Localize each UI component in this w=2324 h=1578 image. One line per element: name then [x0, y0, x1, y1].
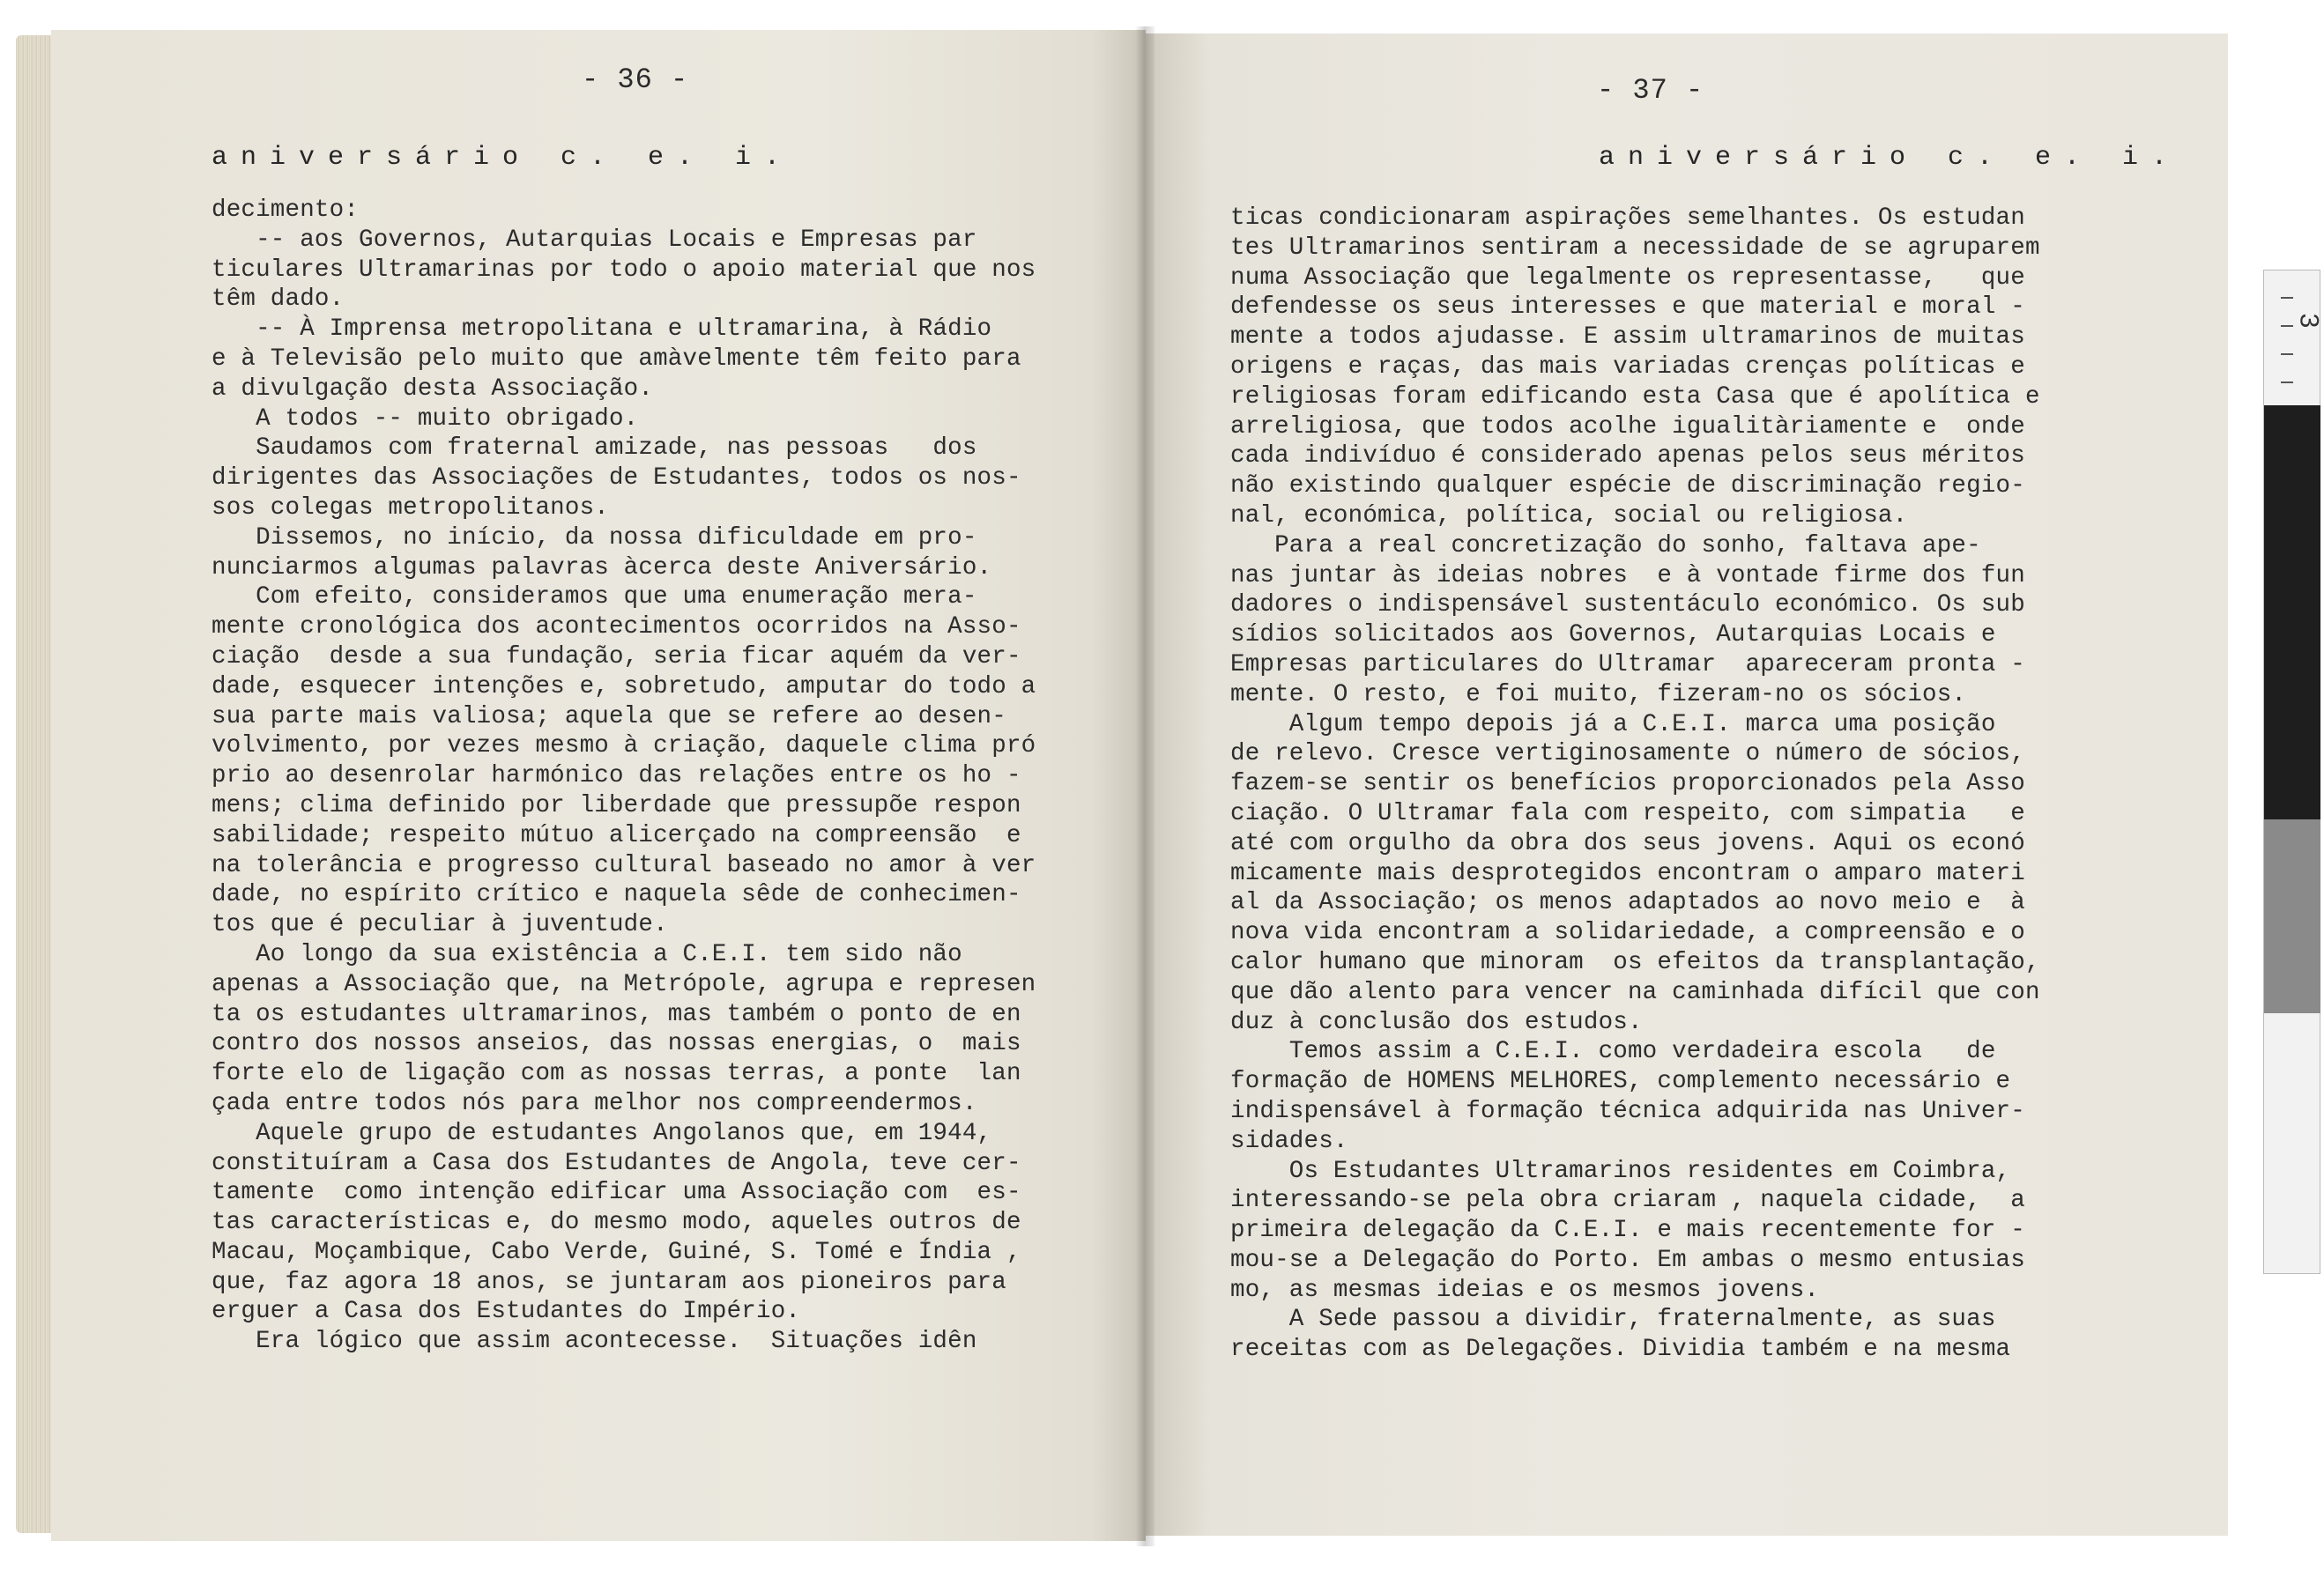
text-line: volvimento, por vezes mesmo à criação, daquele clima pró: [212, 732, 1036, 760]
text-line: tes Ultramarinos sentiram a necessidade de se agruparem: [1230, 233, 2040, 262]
ruler-label: 3: [2294, 313, 2324, 329]
text-line: ticas condicionaram aspirações semelhantes. Os estudan: [1230, 204, 2025, 232]
text-line: decimento:: [212, 196, 360, 224]
text-line: contro dos nossos anseios, das nossas energias, o mais: [212, 1030, 1021, 1058]
text-line: -- aos Governos, Autarquias Locais e Empresas par: [212, 226, 977, 254]
text-line: primeira delegação da C.E.I. e mais recentemente for -: [1230, 1217, 2025, 1245]
text-line: Era lógico que assim acontecesse. Situações idên: [212, 1328, 977, 1356]
text-line: indispensável à formação técnica adquirida nas Univer-: [1230, 1097, 2025, 1125]
text-line: mente. O resto, e foi muito, fizeram-no os sócios.: [1230, 680, 1967, 708]
text-line: Macau, Moçambique, Cabo Verde, Guiné, S. Tomé e Índia ,: [212, 1238, 1021, 1266]
text-line: Saudamos com fraternal amizade, nas pessoas dos: [212, 434, 977, 463]
text-line: nunciarmos algumas palavras àcerca deste Aniversário.: [212, 553, 992, 582]
right-page-body: [1230, 204, 2040, 1365]
text-line: mou-se a Delegação do Porto. Em ambas o mesmo entusias: [1230, 1246, 2025, 1274]
text-line: Algum tempo depois já a C.E.I. marca uma posição: [1230, 710, 1996, 738]
text-line: cada indivíduo é considerado apenas pelos seus méritos: [1230, 442, 2025, 470]
text-line: çada entre todos nós para melhor nos compreendermos.: [212, 1089, 977, 1117]
text-line: dadores o indispensável sustentáculo económico. Os sub: [1230, 591, 2025, 619]
text-line: Dissemos, no início, da nossa dificuldade em pro-: [212, 523, 977, 552]
text-line: dirigentes das Associações de Estudantes, todos os nos-: [212, 464, 1021, 493]
text-line: que, faz agora 18 anos, se juntaram aos pioneiros para: [212, 1268, 1006, 1296]
text-line: micamente mais desprotegidos encontram o amparo materi: [1230, 859, 2025, 887]
text-line: Com efeito, consideramos que uma enumeração mera-: [212, 583, 977, 611]
text-line: erguer a Casa dos Estudantes do Império.: [212, 1298, 801, 1326]
right-page-header: aniversário c. e. i.: [1599, 143, 2181, 173]
text-line: forte elo de ligação com as nossas terras, a ponte lan: [212, 1060, 1021, 1088]
text-line: sos colegas metropolitanos.: [212, 493, 609, 522]
text-line: religiosas foram edificando esta Casa que é apolítica e: [1230, 382, 2040, 411]
text-line: sabilidade; respeito mútuo alicerçado na compreensão e: [212, 821, 1021, 849]
text-line: origens e raças, das mais variadas crenças políticas e: [1230, 352, 2025, 381]
text-line: Aquele grupo de estudantes Angolanos que, em 1944,: [212, 1119, 992, 1147]
text-line: na tolerância e progresso cultural baseado no amor à ver: [212, 851, 1036, 879]
text-line: receitas com as Delegações. Dividia também e na mesma: [1230, 1336, 2011, 1364]
text-line: ciação. O Ultramar fala com respeito, com simpatia e: [1230, 799, 2025, 827]
text-line: têm dado.: [212, 285, 345, 314]
text-line: nova vida encontram a solidariedade, a compreensão e o: [1230, 919, 2025, 947]
color-reference-ruler: [2263, 270, 2324, 1274]
left-page-number: - 36 -: [582, 63, 689, 96]
text-line: calor humano que minoram os efeitos da transplantação,: [1230, 948, 2040, 976]
text-line: mente cronológica dos acontecimentos ocorridos na Asso-: [212, 613, 1021, 641]
text-line: defendesse os seus interesses e que material e moral -: [1230, 293, 2025, 322]
text-line: dade, esquecer intenções e, sobretudo, amputar do todo a: [212, 672, 1036, 700]
text-line: de relevo. Cresce vertiginosamente o número de sócios,: [1230, 740, 2025, 768]
text-line: A Sede passou a dividir, fraternalmente, as suas: [1230, 1306, 1996, 1334]
text-line: não existindo qualquer espécie de discriminação regio-: [1230, 472, 2025, 500]
text-line: tos que é peculiar à juventude.: [212, 911, 668, 939]
text-line: arreligiosa, que todos acolhe igualitàriamente e onde: [1230, 412, 2025, 441]
text-line: mente a todos ajudasse. E assim ultramarinos de muitas: [1230, 323, 2025, 352]
ruler-gray-patch: [2264, 819, 2320, 1013]
text-line: e à Televisão pelo muito que amàvelmente têm feito para: [212, 344, 1021, 373]
text-line: nas juntar às ideias nobres e à vontade firme dos fun: [1230, 561, 2025, 589]
text-line: ta os estudantes ultramarinos, mas também o ponto de en: [212, 1000, 1021, 1028]
text-line: tamente como intenção edificar uma Associação com es-: [212, 1179, 1021, 1207]
text-line: mens; clima definido por liberdade que pressupõe respon: [212, 791, 1021, 819]
text-line: a divulgação desta Associação.: [212, 374, 654, 403]
text-line: apenas a Associação que, na Metrópole, agrupa e represen: [212, 970, 1036, 998]
text-line: prio ao desenrolar harmónico das relações entre os ho -: [212, 762, 1021, 790]
text-line: mo, as mesmas ideias e os mesmos jovens.: [1230, 1276, 1820, 1304]
text-line: sidades.: [1230, 1127, 1348, 1155]
text-line: sídios solicitados aos Governos, Autarquias Locais e: [1230, 621, 1996, 649]
text-line: formação de HOMENS MELHORES, complemento necessário e: [1230, 1068, 2011, 1096]
text-line: tas características e, do mesmo modo, aqueles outros de: [212, 1209, 1021, 1237]
text-line: al da Associação; os menos adaptados ao novo meio e à: [1230, 889, 2025, 917]
left-page-header: aniversário c. e. i.: [212, 143, 794, 173]
text-line: Empresas particulares do Ultramar apareceram pronta -: [1230, 650, 2025, 678]
text-line: ticulares Ultramarinas por todo o apoio material que nos: [212, 256, 1036, 284]
text-line: Para a real concretização do sonho, faltava ape-: [1230, 531, 1981, 559]
text-line: Os Estudantes Ultramarinos residentes em Coimbra,: [1230, 1157, 2011, 1185]
text-line: nal, económica, política, social ou religiosa.: [1230, 501, 1908, 530]
text-line: sua parte mais valiosa; aquela que se refere ao desen-: [212, 702, 1006, 730]
text-line: ciação desde a sua fundação, seria ficar aquém da ver-: [212, 642, 1021, 670]
text-line: interessando-se pela obra criaram , naquela cidade, a: [1230, 1187, 2025, 1215]
left-page-body: [212, 196, 1036, 1357]
text-line: Ao longo da sua existência a C.E.I. tem sido não: [212, 940, 962, 968]
text-line: constituíram a Casa dos Estudantes de Angola, teve cer-: [212, 1149, 1021, 1177]
text-line: fazem-se sentir os benefícios proporcionados pela Asso: [1230, 770, 2025, 798]
book-gutter: [1135, 26, 1155, 1546]
text-line: -- À Imprensa metropolitana e ultramarina, à Rádio: [212, 315, 992, 344]
ruler-dark-patch: [2264, 405, 2320, 819]
text-line: A todos -- muito obrigado.: [212, 404, 639, 433]
text-line: Temos assim a C.E.I. como verdadeira escola de: [1230, 1038, 1996, 1066]
text-line: até com orgulho da obra dos seus jovens. Aqui os econó: [1230, 829, 2025, 857]
text-line: dade, no espírito crítico e naquela sêde de conhecimen-: [212, 881, 1021, 909]
text-line: duz à conclusão dos estudos.: [1230, 1008, 1643, 1036]
text-line: que dão alento para vencer na caminhada difícil que con: [1230, 978, 2040, 1006]
right-page-number: - 37 -: [1597, 74, 1704, 107]
text-line: numa Associação que legalmente os representasse, que: [1230, 263, 2025, 292]
